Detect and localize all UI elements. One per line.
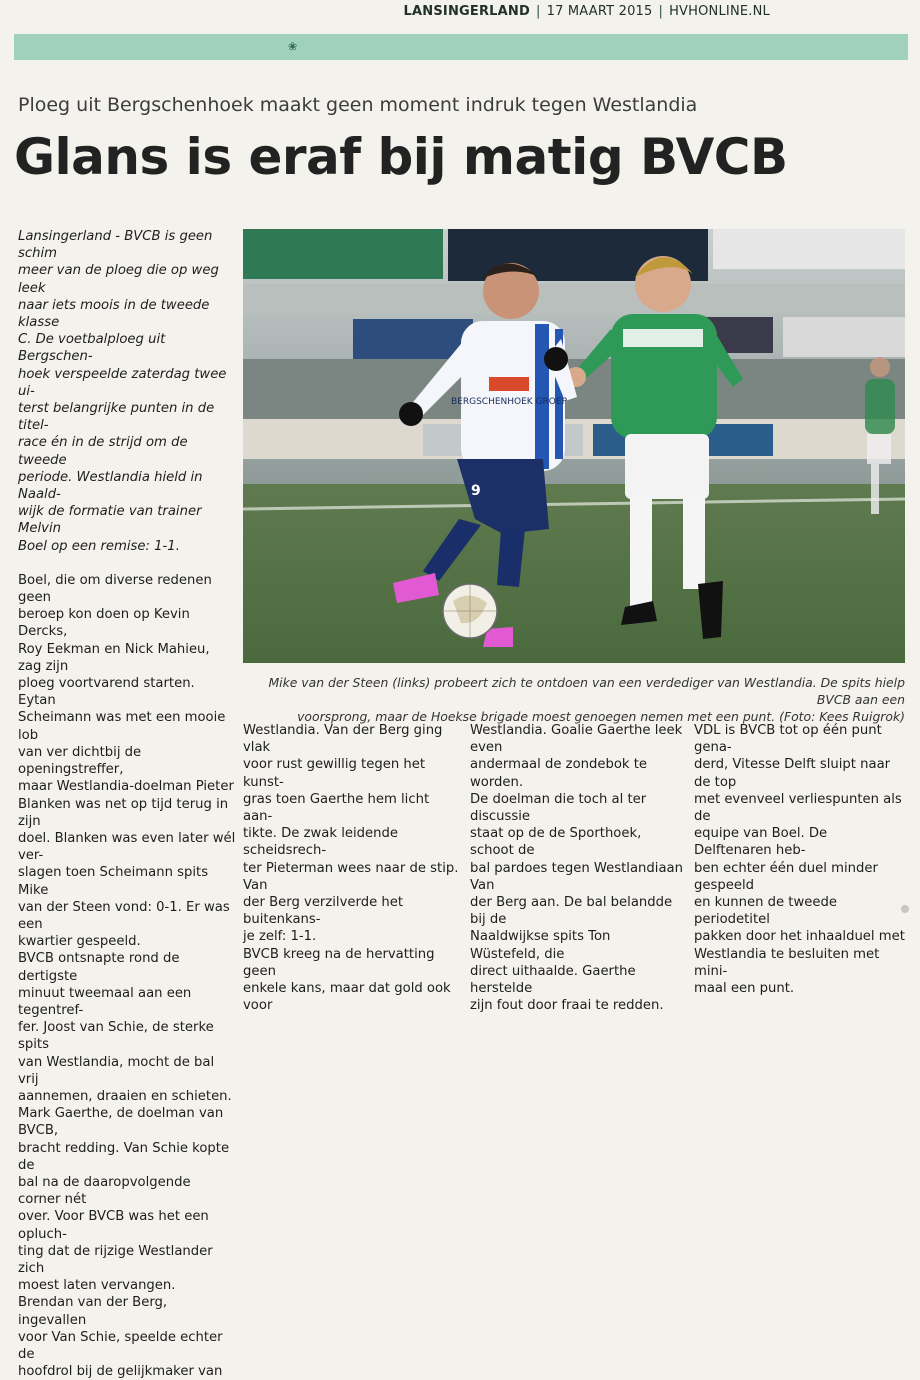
article-photo [243,229,905,663]
text-line: minuut tweemaal aan een tegentref- [18,985,192,1018]
text-line: aannemen, draaien en schieten. [18,1088,232,1104]
text-line: en kunnen de tweede periodetitel [694,895,837,928]
text-line: derd, Vitesse Delft sluipt naar de top [694,757,891,790]
column-1 [18,228,236,1380]
caption-line: Mike van der Steen (links) probeert zich te ontdoen van een verdediger van Westlandia. De spits hielp BVCB aan een [268,675,905,707]
column-4 [694,722,906,997]
text-line: ting dat de rijzige Westlander zich [18,1243,213,1276]
text-line: tikte. De zwak leidende scheidsrech- [243,826,398,859]
text-line: Westlandia te besluiten met mini- [694,946,880,979]
photo-caption [243,674,905,725]
header-band [14,34,908,60]
text-line: bal na de daaropvolgende corner nét [18,1174,191,1208]
text-line: maar Westlandia-doelman Pieter [18,779,234,795]
text-line: periode. Westlandia hield in Naald- [18,469,203,503]
text-line: andermaal de zondebok te worden. [470,757,648,790]
text-line: VDL is BVCB tot op één punt gena- [694,723,882,756]
section-name: LANSINGERLAND [403,4,530,19]
text-line: der Berg verzilverde het buitenkans- [243,895,404,928]
text-line: maal een punt. [694,981,795,997]
text-line: naar iets moois in de tweede klasse [18,297,210,331]
text-line: hoofdrol bij de gelijkmaker van [18,1364,223,1380]
shirt-number: 9 [471,483,481,499]
text-line: slagen toen Scheimann spits Mike [18,865,209,898]
text-line: gras toen Gaerthe hem licht aan- [243,791,430,825]
text-line: je zelf: 1-1. [243,929,317,945]
text-line: van der Steen vond: 0-1. Er was een [18,899,230,932]
text-line: Mark Gaerthe, de doelman van BVCB, [18,1106,224,1139]
football-icon [443,584,497,638]
text-line: moest laten vervangen. [18,1278,176,1294]
text-line: doel. Blanken was even later wél ver- [18,830,236,864]
text-line: terst belangrijke punten in de titel- [18,401,215,434]
header-info: LANSINGERLAND | 17 MAART 2015 | HVHONLINE.NL [403,4,770,19]
text-line: Blanken was net op tijd terug in zijn [18,796,229,829]
text-line: zijn fout door fraai te redden. [470,998,664,1014]
text-line: BVCB kreeg na de hervatting geen [243,946,435,979]
text-line: van ver dichtbij de openingstreffer, [18,744,142,778]
text-line: Boel, die om diverse redenen geen [18,572,212,606]
article-headline: Glans is eraf bij matig BVCB [14,128,788,186]
text-line: voor rust gewillig tegen het kunst- [243,757,426,790]
caption-line: voorsprong, maar de Hoekse brigade moest genoegen nemen met een punt. (Foto: Kees Ruigrok) [297,709,905,724]
text-line: Lansingerland - BVCB is geen schim [18,229,213,262]
article-kicker: Ploeg uit Bergschenhoek maakt geen moment indruk tegen Westlandia [18,94,698,116]
scan-mark [901,905,909,913]
text-line: hoek verspeelde zaterdag twee ui- [18,366,227,399]
leaf-icon: ❀ [288,40,298,53]
text-line: Roy Eekman en Nick Mahieu, zag zijn [18,641,210,674]
text-line: Boel op een remise: 1-1. [18,538,180,554]
text-line: Westlandia. Goalie Gaerthe leek even [470,723,683,756]
text-line: enkele kans, maar dat gold ook voor [243,981,451,1014]
text-line: der Berg aan. De bal belandde bij de [470,895,673,928]
text-line: fer. Joost van Schie, de sterke spits [18,1020,214,1053]
text-line: over. Voor BVCB was het een opluch- [18,1209,209,1242]
column-2 [243,722,461,1014]
text-line: beroep kon doen op Kevin Dercks, [18,607,190,640]
text-line: van Westlandia, mocht de bal vrij [18,1054,215,1087]
column-3 [470,722,684,1014]
text-line: pakken door het inhaalduel met [694,929,905,945]
text-line: ben echter één duel minder gespeeld [694,860,878,893]
text-line: voor Van Schie, speelde echter de [18,1329,223,1362]
text-line: Scheimann was met een mooie lob [18,710,226,743]
text-line: Westlandia. Van der Berg ging vlak [243,723,443,756]
text-line: kwartier gespeeld. [18,934,141,950]
text-line: BVCB ontsnapte rond de dertigste [18,951,180,984]
text-line: ter Pieterman wees naar de stip. Van [243,860,459,893]
text-line: staat op de de Sporthoek, schoot de [470,826,642,859]
text-line: Naaldwijkse spits Ton Wüstefeld, die [470,929,611,962]
text-line: wijk de formatie van trainer Melvin [18,504,202,537]
site-name: HVHONLINE.NL [669,4,770,19]
text-line: Brendan van der Berg, ingevallen [18,1295,168,1328]
text-line: race én in de strijd om de tweede [18,435,188,468]
shirt-sponsor: BERGSCHENHOEK GROEP [451,397,567,407]
body-paragraph [18,572,236,1380]
text-line: bal pardoes tegen Westlandiaan Van [470,860,683,893]
intro-paragraph [18,228,236,555]
issue-date: 17 MAART 2015 [546,4,653,19]
text-line: De doelman die toch al ter discussie [470,791,647,825]
text-line: direct uithaalde. Gaerthe herstelde [470,963,636,997]
text-line: C. De voetbalploeg uit Bergschen- [18,332,166,365]
text-line: meer van de ploeg die op weg leek [18,263,219,296]
text-line: met evenveel verliespunten als de [694,791,902,825]
text-line: bracht redding. Van Schie kopte de [18,1140,230,1173]
text-line: equipe van Boel. De Delftenaren heb- [694,826,828,859]
text-line: ploeg voortvarend starten. Eytan [18,676,195,709]
